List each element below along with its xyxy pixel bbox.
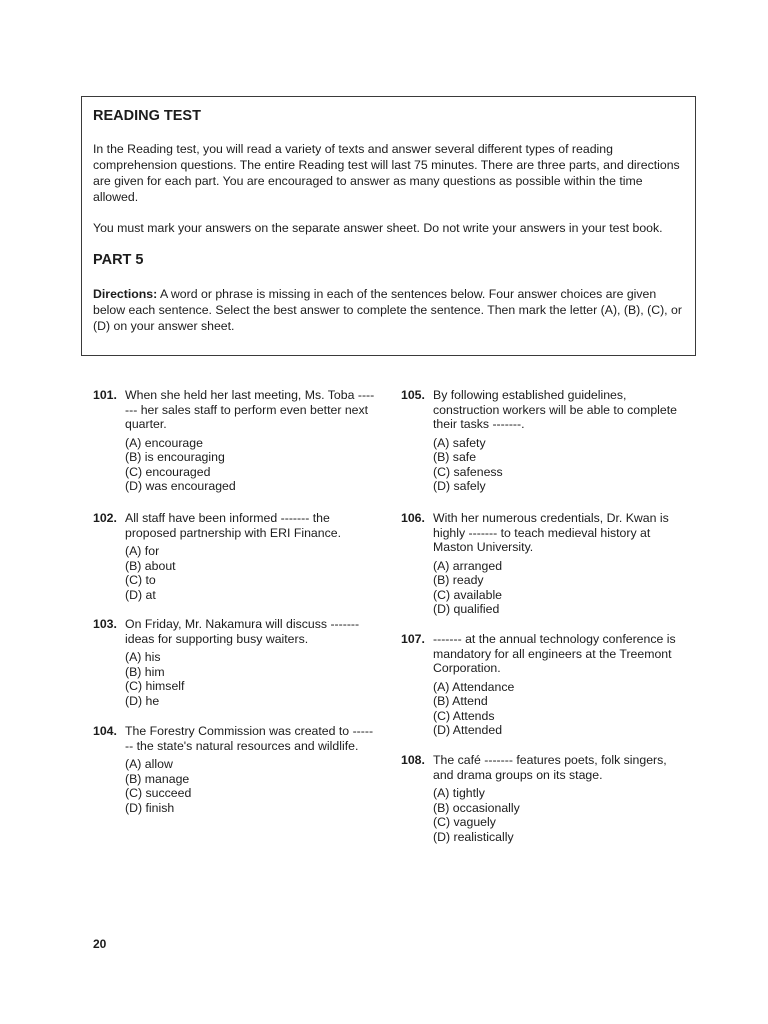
option-d: (D) finish bbox=[125, 800, 175, 815]
option-b: (B) him bbox=[125, 664, 165, 679]
option-c: (C) safeness bbox=[433, 464, 503, 479]
option-b: (B) is encouraging bbox=[125, 450, 225, 465]
directions-label: Directions: bbox=[93, 287, 158, 301]
question-text: The café ------- features poets, folk singers, and drama groups on its stage. bbox=[433, 753, 667, 782]
option-c: (C) Attends bbox=[433, 708, 495, 723]
option-d: (D) realistically bbox=[433, 829, 514, 844]
option-b: (B) about bbox=[125, 558, 176, 573]
question-number: 107. bbox=[401, 632, 425, 646]
option-c: (C) succeed bbox=[125, 786, 192, 801]
option-c: (C) encouraged bbox=[125, 464, 211, 479]
option-d: (D) he bbox=[125, 693, 160, 708]
option-b: (B) manage bbox=[125, 771, 190, 786]
option-a: (A) allow bbox=[125, 757, 173, 771]
page-number: 20 bbox=[93, 937, 107, 951]
question-104 bbox=[93, 724, 376, 815]
reading-test-intro-box bbox=[81, 96, 696, 356]
question-101 bbox=[93, 388, 376, 494]
option-c: (C) vaguely bbox=[433, 815, 496, 830]
option-b: (B) ready bbox=[433, 573, 484, 588]
part-heading: PART 5 bbox=[93, 252, 144, 268]
option-c: (C) available bbox=[433, 587, 503, 602]
question-number: 104. bbox=[93, 724, 117, 738]
option-a: (A) encourage bbox=[125, 435, 203, 450]
question-106 bbox=[401, 511, 686, 617]
question-105 bbox=[401, 388, 686, 494]
option-d: (D) at bbox=[125, 587, 156, 602]
question-text: ------- at the annual technology conference is mandatory for all engineers at the Treemont Corporation. bbox=[433, 632, 676, 675]
question-text: All staff have been informed ------- the proposed partnership with ERI Finance. bbox=[125, 511, 341, 540]
question-number: 102. bbox=[93, 511, 117, 525]
question-108 bbox=[401, 753, 686, 844]
option-b: (B) occasionally bbox=[433, 800, 520, 815]
question-text: The Forestry Commission was created to ------- the state's natural resources and wildlife. bbox=[125, 724, 374, 753]
question-text: When she held her last meeting, Ms. Toba ------- her sales staff to perform even better next quarter. bbox=[125, 388, 375, 431]
intro-paragraph-1: In the Reading test, you will read a variety of texts and answer several different types of reading comprehension questions. The entire Reading test will last 75 minutes. There are three parts, and directions are given for each part. You are encouraged to answer as many questions as possible within the time allowed. bbox=[93, 142, 680, 204]
question-103 bbox=[93, 617, 376, 708]
option-a: (A) safety bbox=[433, 435, 486, 450]
question-number: 103. bbox=[93, 617, 117, 631]
option-d: (D) Attended bbox=[433, 723, 503, 738]
option-a: (A) for bbox=[125, 544, 160, 558]
option-c: (C) to bbox=[125, 573, 156, 588]
option-a: (A) Attendance bbox=[433, 679, 515, 694]
directions-paragraph bbox=[93, 286, 684, 334]
option-d: (D) was encouraged bbox=[125, 479, 236, 494]
question-number: 101. bbox=[93, 388, 117, 402]
option-a: (A) tightly bbox=[433, 786, 485, 800]
option-a: (A) arranged bbox=[433, 558, 503, 573]
reading-test-heading: READING TEST bbox=[93, 108, 201, 124]
question-number: 108. bbox=[401, 753, 425, 767]
question-text: With her numerous credentials, Dr. Kwan is highly ------- to teach medieval history at Maston University. bbox=[433, 511, 669, 554]
option-d: (D) safely bbox=[433, 479, 486, 494]
option-b: (B) Attend bbox=[433, 694, 488, 709]
intro-paragraph-2: You must mark your answers on the separate answer sheet. Do not write your answers in your test book. bbox=[93, 221, 663, 235]
question-number: 106. bbox=[401, 511, 425, 525]
question-text: By following established guidelines, construction workers will be able to complete their tasks -------. bbox=[433, 388, 677, 431]
option-b: (B) safe bbox=[433, 450, 477, 465]
option-a: (A) his bbox=[125, 650, 161, 664]
question-102 bbox=[93, 511, 376, 602]
question-text: On Friday, Mr. Nakamura will discuss ------- ideas for supporting busy waiters. bbox=[125, 617, 360, 646]
question-number: 105. bbox=[401, 388, 425, 402]
question-107 bbox=[401, 632, 686, 738]
option-d: (D) qualified bbox=[433, 602, 500, 617]
option-c: (C) himself bbox=[125, 679, 185, 694]
directions-text: A word or phrase is missing in each of the sentences below. Four answer choices are given below each sentence. Select the best answer to complete the sentence. Then mark the letter (A), (B), (C), or (D) on your answer sheet. bbox=[93, 287, 682, 333]
